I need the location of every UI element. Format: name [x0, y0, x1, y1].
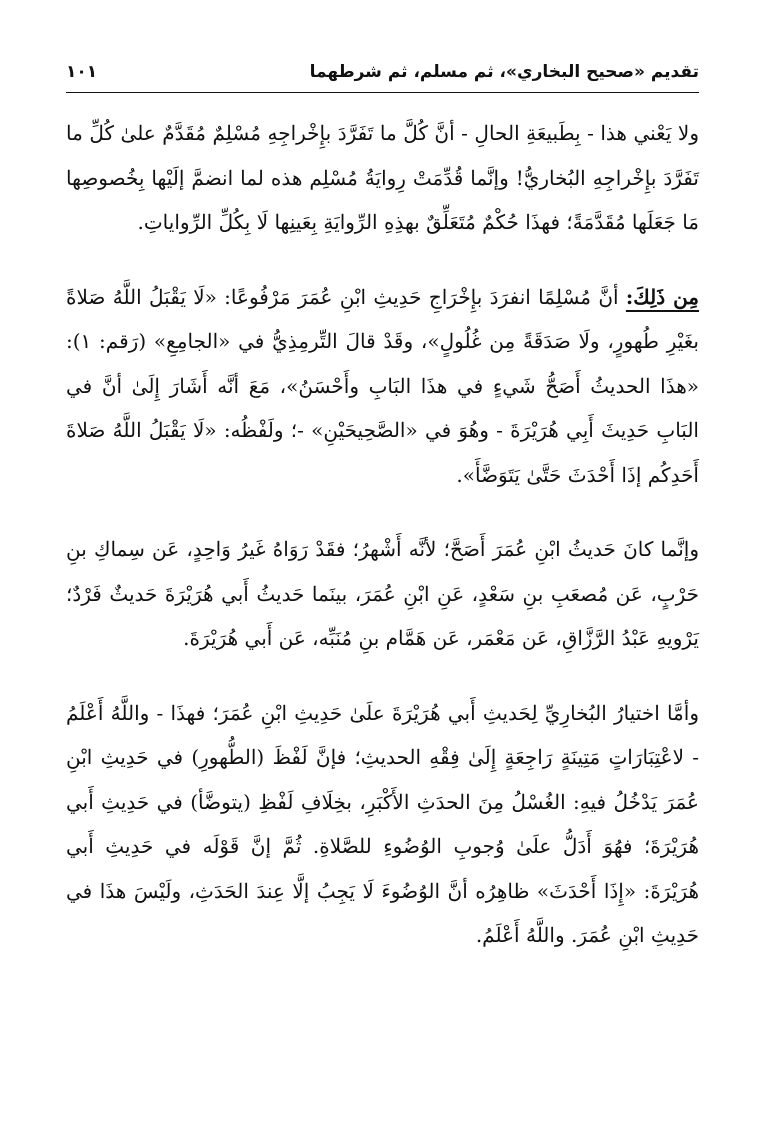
paragraph-text: ولا يَعْني هذا - بِطَبيعَةِ الحالِ - أنَّ كُلَّ ما تَفَرَّدَ بإِخْراجِهِ مُسْلِمٌ مُقَدَّمٌ علىٰ كُلِّ ما تَفَرَّدَ بإِخْراجِهِ البُخاريُّ! وإنَّما قُدِّمَتْ رِوايَةُ مُسْلِم هذه لما انضمَّ إلَيْها بِخُصوصِها مَا جَعَلَها مُقَدَّمَةً؛ فهذَا حُكْمٌ مُتَعَلِّقٌ بهذِهِ الرِّوايَةِ بِعَينِها لَا بِكُلِّ الرِّواياتِ. — [66, 121, 699, 234]
paragraph-text: أنَّ مُسْلِمًا انفرَدَ بإِخْرَاجِ حَدِيثِ ابْنِ عُمَرَ مَرْفُوعًا: «لَا يَقْبَلُ اللَّهُ صَلاةً بغَيْرِ طُهورٍ، ولَا صَدَقَةً مِن غُلُولٍ»، وقَدْ قالَ التِّرمِذِيُّ في «الجامِعِ» (رَقم: ١): «هذَا الحديثُ أَصَحُّ شَيءٍ في هذَا البَابِ وأَحْسَنُ»، مَعَ أنَّه أَشَارَ إِلَىٰ أنَّ في البَابِ حَدِيثَ أَبِي هُرَيْرَةَ - وهُوَ في «الصَّحِيحَيْنِ» -؛ ولَفْظُه: «لَا يَقْبَلُ اللَّهُ صَلاةَ أَحَدِكُم إذَا أَحْدَثَ حَتَّىٰ يَتَوَضَّأَ». — [66, 284, 699, 487]
paragraph-1 — [66, 111, 699, 245]
paragraph-lead: مِن ذَلِكَ: — [625, 284, 700, 309]
paragraph-text: وأمَّا اختيارُ البُخارِيِّ لِحَديثِ أَبي هُرَيْرَةَ علَىٰ حَدِيثِ ابْنِ عُمَرَ؛ فهذَا - واللَّهُ أَعْلَمُ - لاعْتِبَارَاتٍ مَتِينَةٍ رَاجِعَةٍ إِلَىٰ فِقْهِ الحديثِ؛ فإنَّ لَفْظَ (الطُّهورِ) في حَدِيثِ ابْنِ عُمَرَ يَدْخُلُ فيهِ: الغُسْلُ مِنَ الحدَثِ الأَكْبَرِ، بخِلَافِ لَفْظِ (يتوضَّأ) في حَدِيثِ أَبي هُرَيْرَةَ؛ فهُوَ أَدَلُّ علَىٰ وُجوبِ الوُضُوءِ للصَّلاةِ. ثُمَّ إنَّ قَوْلَه في حَدِيثِ أَبي هُرَيْرَةَ: «إِذَا أَحْدَثَ» ظاهِرُه أنَّ الوُضُوءَ لَا يَجِبُ إلَّا عِندَ الحَدَثِ، ولَيْسَ هذَا في حَدِيثِ ابْنِ عُمَرَ. واللَّهُ أَعْلَمُ. — [66, 700, 699, 947]
running-title: تقديم «صحيح البخاري»، ثم مسلم، ثم شرطهما — [309, 62, 699, 82]
paragraph-3 — [66, 527, 699, 661]
paragraph-2 — [66, 275, 699, 498]
header-rule — [66, 92, 699, 93]
page-number: ١٠١ — [66, 62, 98, 82]
page-header — [66, 62, 699, 92]
paragraph-4 — [66, 691, 699, 958]
paragraph-text: وإنَّما كانَ حَديثُ ابْنِ عُمَرَ أَصَحَّ؛ لأنَّه أَشْهرُ؛ فقَدْ رَوَاهُ غَيرُ وَاحِدٍ، عَن سِماكِ بنِ حَرْبٍ، عَن مُصعَبِ بنِ سَعْدٍ، عَنِ ابْنِ عُمَرَ، بينَما حَديثُ أَبي هُرَيْرَةَ حَديثٌ فَرْدٌ؛ يَرْويهِ عَبْدُ الرَّزَّاقِ، عَن مَعْمَر، عَن هَمَّام بنِ مُنَبِّه، عَن أَبي هُرَيْرَةَ. — [66, 537, 699, 650]
